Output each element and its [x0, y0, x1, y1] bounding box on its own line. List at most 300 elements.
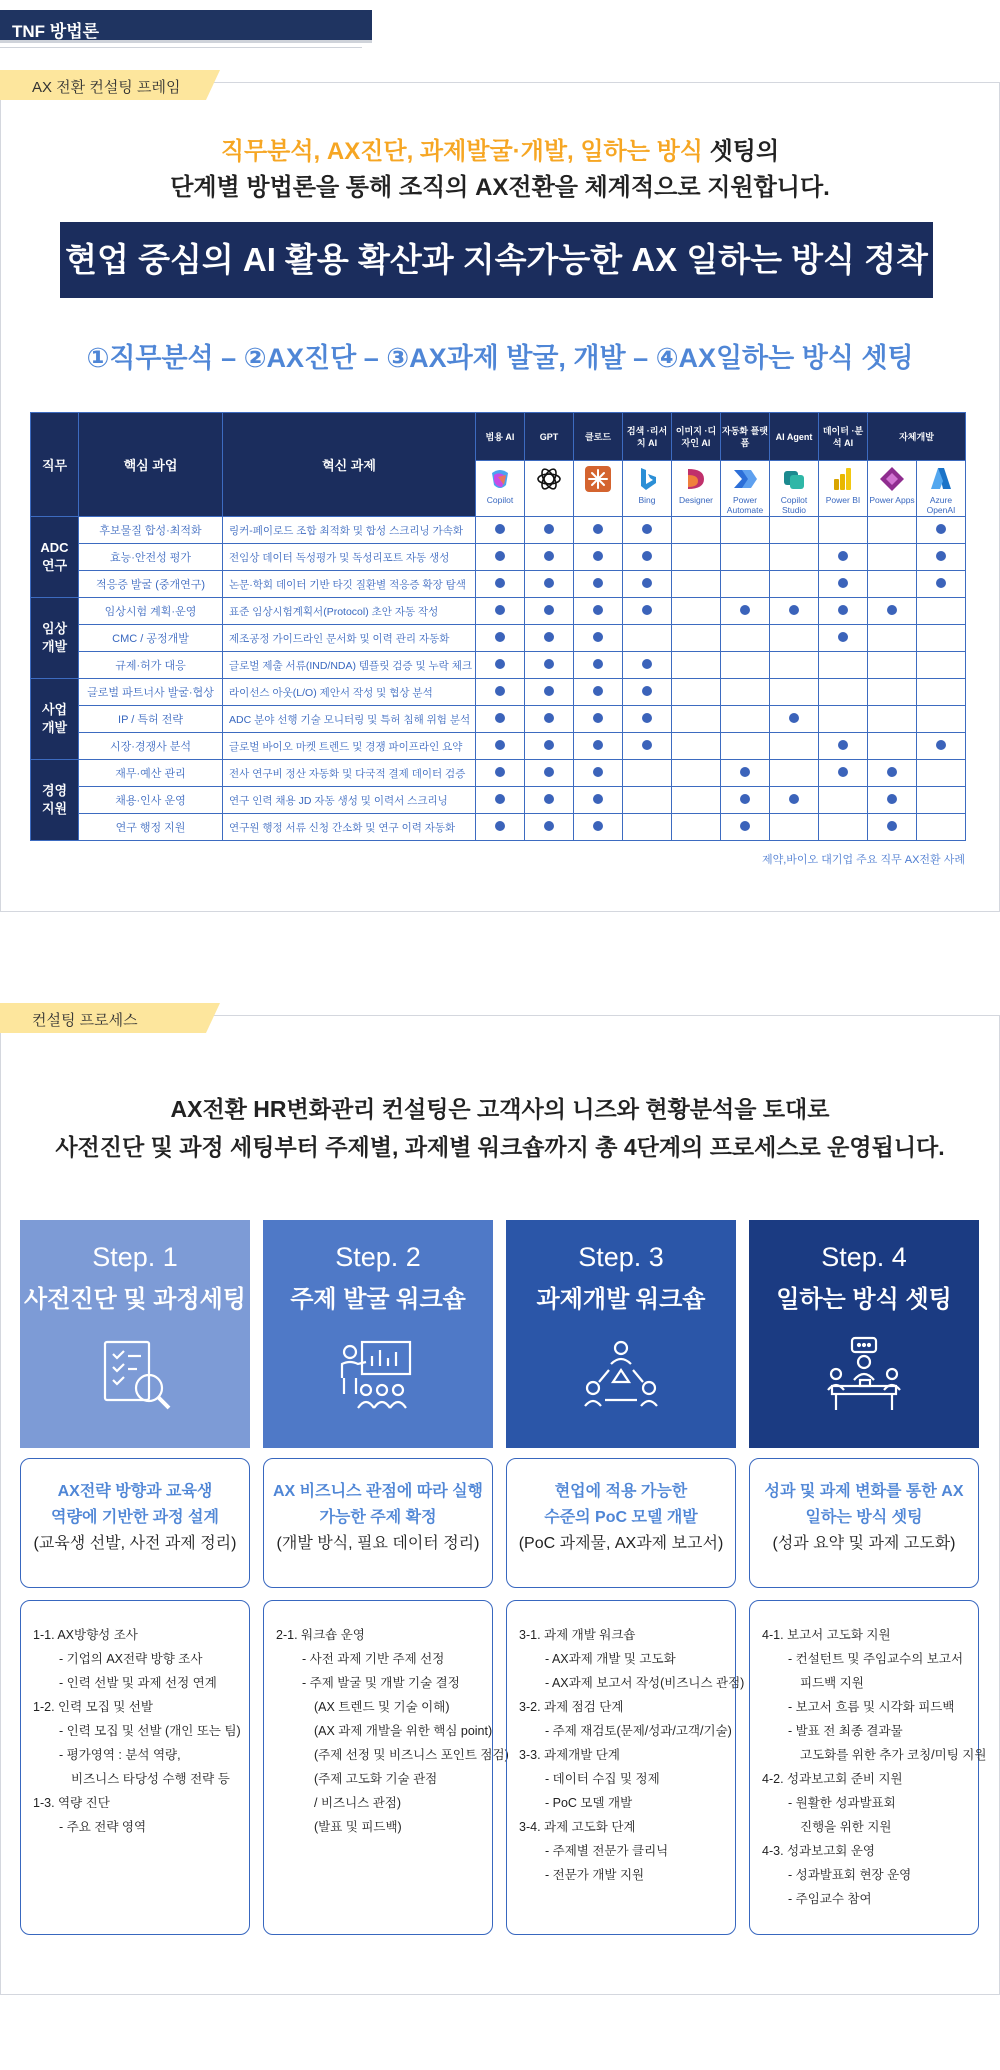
step-number: Step. 1: [92, 1242, 178, 1272]
usage-dot: [642, 524, 652, 534]
matrix-task: 규제·허가 대응: [79, 652, 223, 679]
matrix-mark-cell: [868, 760, 917, 787]
usage-dot: [544, 524, 554, 534]
usage-dot: [495, 605, 505, 615]
matrix-mark-cell: [819, 814, 868, 841]
step-detail-item: 4-1. 보고서 고도화 지원: [762, 1628, 891, 1642]
matrix-row: [31, 571, 966, 598]
matrix-mark-cell: [721, 571, 770, 598]
matrix-mark-cell: [868, 544, 917, 571]
matrix-mark-cell: [672, 625, 721, 652]
matrix-header-tool: AI Agent: [770, 413, 819, 461]
step-description: [263, 1458, 493, 1588]
usage-dot: [593, 740, 603, 750]
usage-dot: [495, 632, 505, 642]
matrix-task: 채용·인사 운영: [79, 787, 223, 814]
matrix-task: CMC / 공정개발: [79, 625, 223, 652]
usage-dot: [838, 605, 848, 615]
step-detail-item: - 인력 모집 및 선발 (개인 또는 팀): [59, 1724, 241, 1738]
matrix-mark-cell: [525, 679, 574, 706]
usage-dot: [642, 686, 652, 696]
step-name: 일하는 방식 셋팅: [776, 1286, 952, 1313]
matrix-mark-cell: [721, 517, 770, 544]
matrix-row: [31, 760, 966, 787]
usage-dot: [642, 740, 652, 750]
step-card: [749, 1220, 979, 1448]
matrix-group-label: 임상 개발: [31, 598, 79, 679]
matrix-task: IP / 특허 전략: [79, 706, 223, 733]
step-detail-list: [263, 1600, 509, 1935]
step-detail-item: - 인력 선발 및 과제 선정 연계: [59, 1676, 217, 1690]
usage-dot: [936, 578, 946, 588]
usage-dot: [740, 794, 750, 804]
checklist-magnifier-icon: [20, 1334, 250, 1423]
copilot-icon: [476, 465, 524, 493]
step-name: 사전진단 및 과정세팅: [24, 1286, 246, 1313]
step-detail-item: (AX 과제 개발을 위한 핵심 point): [314, 1724, 493, 1738]
matrix-mark-cell: [721, 625, 770, 652]
usage-dot: [789, 713, 799, 723]
matrix-body: [31, 517, 966, 841]
matrix-mark-cell: [917, 679, 966, 706]
matrix-row: [31, 652, 966, 679]
step-detail-item: - 기업의 AX전략 방향 조사: [59, 1652, 203, 1666]
usage-dot: [789, 605, 799, 615]
step-description: [749, 1458, 979, 1588]
matrix-mark-cell: [770, 517, 819, 544]
usage-dot: [544, 551, 554, 561]
step-detail-item: - AX과제 보고서 작성(비즈니스 관점): [545, 1676, 745, 1690]
tool-cell: [868, 461, 917, 517]
usage-dot: [642, 713, 652, 723]
step-detail-item: (발표 및 피드백): [314, 1820, 402, 1834]
step-detail-item: (주제 선정 및 비즈니스 포인트 점검): [314, 1748, 509, 1762]
matrix-group-label: 사업 개발: [31, 679, 79, 760]
usage-dot: [593, 767, 603, 777]
matrix-mark-cell: [721, 760, 770, 787]
usage-dot: [838, 767, 848, 777]
step-detail-item: 진행을 위한 지원: [800, 1820, 892, 1834]
matrix-mark-cell: [476, 814, 525, 841]
matrix-group-label: 경영 지원: [31, 760, 79, 841]
step-description-line: 역량에 기반한 과정 설계: [51, 1509, 219, 1526]
usage-dot: [593, 821, 603, 831]
step-detail-item: - 컨설턴트 및 주임교수의 보고서: [788, 1652, 964, 1666]
step-name: 주제 발굴 워크숍: [290, 1286, 466, 1313]
matrix-mark-cell: [623, 787, 672, 814]
matrix-mark-cell: [721, 544, 770, 571]
step-detail-item: 1-3. 역량 진단: [33, 1796, 110, 1810]
usage-dot: [495, 767, 505, 777]
step-detail-list: [506, 1600, 745, 1935]
matrix-mark-cell: [917, 706, 966, 733]
matrix-mark-cell: [770, 814, 819, 841]
tool-label: Power Apps: [869, 495, 915, 505]
matrix-mark-cell: [476, 517, 525, 544]
matrix-innovation: 연구 인력 채용 JD 자동 생성 및 이력서 스크리닝: [223, 787, 476, 814]
step-detail-item: 1-2. 인력 모집 및 선발: [33, 1700, 153, 1714]
usage-dot: [593, 659, 603, 669]
step-detail-item: 비즈니스 타당성 수행 전략 등: [71, 1772, 230, 1786]
matrix-task: 적응증 발굴 (중개연구): [79, 571, 223, 598]
step-detail-item: - 원활한 성과발표회: [788, 1796, 896, 1810]
usage-dot: [544, 794, 554, 804]
matrix-innovation: 글로벌 제출 서류(IND/NDA) 템플릿 검증 및 누락 체크: [223, 652, 476, 679]
matrix-mark-cell: [476, 544, 525, 571]
matrix-task: 글로벌 파트너사 발굴·협상: [79, 679, 223, 706]
matrix-task: 후보물질 합성·최적화: [79, 517, 223, 544]
matrix-mark-cell: [623, 733, 672, 760]
framework-headline-line2: 단계별 방법론을 통해 조직의 AX전환을 체계적으로 지원합니다.: [170, 174, 830, 201]
matrix-task: 재무·예산 관리: [79, 760, 223, 787]
matrix-mark-cell: [672, 760, 721, 787]
usage-dot: [936, 524, 946, 534]
matrix-header-tool: 이미지 ·디자인 AI: [672, 413, 721, 461]
matrix-mark-cell: [525, 706, 574, 733]
usage-dot: [495, 713, 505, 723]
usage-dot: [544, 686, 554, 696]
matrix-mark-cell: [672, 652, 721, 679]
bing-icon: [623, 465, 671, 493]
usage-dot: [544, 821, 554, 831]
framework-headline-line1: [0, 134, 1000, 170]
matrix-innovation: 전임상 데이터 독성평가 및 독성리포트 자동 생성: [223, 544, 476, 571]
tool-label: Bing: [638, 495, 656, 505]
matrix-mark-cell: [623, 814, 672, 841]
step-description-line: 현업에 적용 가능한: [554, 1483, 688, 1500]
matrix-mark-cell: [721, 706, 770, 733]
step-description-line: 가능한 주제 확정: [319, 1509, 437, 1526]
matrix-group-label: ADC 연구: [31, 517, 79, 598]
matrix-mark-cell: [672, 544, 721, 571]
matrix-mark-cell: [525, 598, 574, 625]
matrix-mark-cell: [574, 625, 623, 652]
step-card: [263, 1220, 493, 1448]
matrix-innovation: ADC 분야 선행 기술 모니터링 및 특허 침해 위험 분석: [223, 706, 476, 733]
usage-dot: [495, 686, 505, 696]
step-detail-item: - 전문가 개발 지원: [545, 1868, 645, 1882]
usage-dot: [495, 551, 505, 561]
step-detail-item: - 발표 전 최종 결과물: [788, 1724, 903, 1738]
matrix-header-tool: 데이터 ·분석 AI: [819, 413, 868, 461]
matrix-mark-cell: [721, 652, 770, 679]
matrix-mark-cell: [770, 598, 819, 625]
usage-dot: [593, 794, 603, 804]
framework-headline-highlight: 직무분석, AX진단, 과제발굴·개발, 일하는 방식: [220, 138, 703, 165]
matrix-header-tool: 자동화 플랫폼: [721, 413, 770, 461]
usage-dot: [838, 578, 848, 588]
matrix-row: [31, 517, 966, 544]
matrix-mark-cell: [868, 733, 917, 760]
tool-cell: [819, 461, 868, 517]
tool-cell: [917, 461, 966, 517]
step-description-line: (개발 방식, 필요 데이터 정리): [276, 1535, 480, 1552]
matrix-mark-cell: [770, 760, 819, 787]
matrix-mark-cell: [476, 760, 525, 787]
step-detail-list: [749, 1600, 987, 1935]
step-description-line: AX전략 방향과 교육생: [57, 1483, 213, 1500]
matrix-mark-cell: [476, 625, 525, 652]
matrix-header-tool: GPT: [525, 413, 574, 461]
matrix-header-tool: 클로드: [574, 413, 623, 461]
matrix-mark-cell: [868, 814, 917, 841]
matrix-mark-cell: [819, 652, 868, 679]
process-title-line2: 사전진단 및 과정 세팅부터 주제별, 과제별 워크숍까지 총 4단계의 프로세스로 운영됩니다.: [55, 1134, 945, 1160]
step-detail-item: - 주임교수 참여: [788, 1892, 872, 1906]
step-number: Step. 4: [821, 1242, 907, 1272]
step-card: [20, 1220, 250, 1448]
matrix-mark-cell: [525, 814, 574, 841]
page-header-title: TNF 방법론: [0, 10, 372, 43]
power-automate-icon: [721, 465, 769, 493]
matrix-task: 임상시험 계획·운영: [79, 598, 223, 625]
matrix-mark-cell: [525, 517, 574, 544]
matrix-mark-cell: [525, 652, 574, 679]
matrix-mark-cell: [574, 517, 623, 544]
matrix-mark-cell: [819, 760, 868, 787]
usage-dot: [740, 821, 750, 831]
tool-cell: [574, 461, 623, 517]
matrix-mark-cell: [819, 787, 868, 814]
usage-dot: [887, 605, 897, 615]
step-detail-item: - 주제 재검토(문제/성과/고객/기술): [545, 1724, 732, 1738]
matrix-innovation: 링커-페이로드 조합 최적화 및 합성 스크리닝 가속화: [223, 517, 476, 544]
matrix-mark-cell: [819, 517, 868, 544]
tool-cell: [476, 461, 525, 517]
matrix-mark-cell: [917, 760, 966, 787]
usage-dot: [838, 740, 848, 750]
matrix-mark-cell: [574, 733, 623, 760]
matrix-mark-cell: [525, 787, 574, 814]
matrix-mark-cell: [623, 652, 672, 679]
step-name: 과제개발 워크숍: [536, 1286, 706, 1313]
usage-dot: [642, 551, 652, 561]
claude-icon: [574, 465, 622, 493]
matrix-mark-cell: [574, 652, 623, 679]
matrix-mark-cell: [672, 706, 721, 733]
step-description-line: AX 비즈니스 관점에 따라 실행: [272, 1483, 484, 1500]
step-detail-item: - 주제 발굴 및 개발 기술 결정: [302, 1676, 460, 1690]
usage-dot: [887, 794, 897, 804]
tool-label: Azure OpenAI: [926, 495, 956, 515]
step-description: [20, 1458, 250, 1588]
matrix-mark-cell: [574, 787, 623, 814]
matrix-innovation: 라이선스 아웃(L/O) 제안서 작성 및 협상 분석: [223, 679, 476, 706]
matrix-mark-cell: [868, 652, 917, 679]
step-detail-item: - 사전 과제 기반 주제 선정: [302, 1652, 445, 1666]
matrix-mark-cell: [574, 679, 623, 706]
matrix-mark-cell: [574, 544, 623, 571]
matrix-mark-cell: [770, 571, 819, 598]
matrix-mark-cell: [672, 517, 721, 544]
usage-dot: [642, 578, 652, 588]
matrix-mark-cell: [574, 760, 623, 787]
matrix-mark-cell: [476, 571, 525, 598]
step-detail-item: 3-2. 과제 점검 단계: [519, 1700, 624, 1714]
tool-label: Copilot: [486, 495, 514, 505]
step-detail-item: 4-3. 성과보고회 운영: [762, 1844, 876, 1858]
matrix-mark-cell: [770, 733, 819, 760]
step-detail-item: - AX과제 개발 및 고도화: [545, 1652, 676, 1666]
matrix-mark-cell: [476, 652, 525, 679]
tool-label: Power BI: [825, 495, 861, 505]
matrix-mark-cell: [672, 787, 721, 814]
matrix-header-tool: 검색 ·리서치 AI: [623, 413, 672, 461]
matrix-mark-cell: [770, 652, 819, 679]
matrix-row: [31, 706, 966, 733]
matrix-header-job: 직무: [31, 413, 79, 517]
usage-dot: [495, 524, 505, 534]
matrix-mark-cell: [770, 787, 819, 814]
matrix-mark-cell: [672, 814, 721, 841]
matrix-mark-cell: [917, 544, 966, 571]
usage-dot: [495, 659, 505, 669]
matrix-mark-cell: [672, 571, 721, 598]
matrix-mark-cell: [917, 517, 966, 544]
usage-dot: [593, 605, 603, 615]
step-description-line: (PoC 과제물, AX과제 보고서): [518, 1535, 724, 1552]
matrix-mark-cell: [623, 679, 672, 706]
matrix-mark-cell: [868, 571, 917, 598]
matrix-mark-cell: [525, 544, 574, 571]
matrix-mark-cell: [770, 625, 819, 652]
matrix-header-tool: 범용 AI: [476, 413, 525, 461]
matrix-header-tool: 자체개발: [868, 413, 966, 461]
usage-dot: [544, 740, 554, 750]
matrix-mark-cell: [525, 760, 574, 787]
tool-label: Designer: [678, 495, 714, 505]
matrix-innovation: 제조공정 가이드라인 문서화 및 이력 관리 자동화: [223, 625, 476, 652]
usage-dot: [495, 578, 505, 588]
azure-icon: [917, 465, 965, 493]
matrix-mark-cell: [917, 571, 966, 598]
tool-cell: [770, 461, 819, 517]
tool-label: Power Automate: [726, 495, 764, 515]
matrix-mark-cell: [623, 760, 672, 787]
usage-dot: [495, 821, 505, 831]
matrix-caption: 제약,바이오 대기업 주요 직무 AX전환 사례: [761, 854, 965, 866]
matrix-header-innovation: 혁신 과제: [223, 413, 476, 517]
matrix-mark-cell: [525, 625, 574, 652]
usage-dot: [495, 740, 505, 750]
matrix-row: [31, 787, 966, 814]
matrix-mark-cell: [476, 787, 525, 814]
framework-steps-line: ①직무분석 – ②AX진단 – ③AX과제 발굴, 개발 – ④AX일하는 방식 셋팅: [86, 343, 914, 373]
step-detail-item: 고도화를 위한 추가 코칭/미팅 지원: [800, 1748, 987, 1762]
tool-cell: [672, 461, 721, 517]
step-description-line: 성과 및 과제 변화를 통한 AX: [764, 1483, 964, 1500]
step-description-line: 일하는 방식 셋팅: [805, 1509, 923, 1526]
matrix-mark-cell: [574, 598, 623, 625]
usage-dot: [544, 605, 554, 615]
matrix-mark-cell: [525, 571, 574, 598]
usage-dot: [593, 713, 603, 723]
openai-icon: [525, 465, 573, 493]
consulting-process-label: 컨설팅 프로세스: [0, 1003, 206, 1033]
matrix-mark-cell: [819, 571, 868, 598]
matrix-mark-cell: [868, 517, 917, 544]
matrix-row: [31, 598, 966, 625]
tool-label: Copilot Studio: [780, 495, 808, 515]
usage-dot: [936, 740, 946, 750]
step-detail-item: 4-2. 성과보고회 준비 지원: [762, 1772, 903, 1786]
matrix-mark-cell: [917, 814, 966, 841]
usage-dot: [544, 659, 554, 669]
ax-transformation-matrix: [30, 412, 966, 841]
matrix-mark-cell: [819, 706, 868, 733]
matrix-mark-cell: [819, 679, 868, 706]
usage-dot: [740, 605, 750, 615]
matrix-mark-cell: [574, 814, 623, 841]
matrix-mark-cell: [770, 679, 819, 706]
step-detail-list: [20, 1600, 250, 1935]
step-card: [506, 1220, 736, 1448]
step-detail-item: 2-1. 워크숍 운영: [276, 1628, 365, 1642]
matrix-row: [31, 544, 966, 571]
matrix-mark-cell: [623, 598, 672, 625]
matrix-innovation: 글로벌 바이오 마켓 트렌드 및 경쟁 파이프라인 요약: [223, 733, 476, 760]
step-number: Step. 2: [335, 1242, 421, 1272]
matrix-mark-cell: [917, 625, 966, 652]
matrix-mark-cell: [917, 787, 966, 814]
usage-dot: [495, 794, 505, 804]
step-description: [506, 1458, 736, 1588]
usage-dot: [593, 632, 603, 642]
matrix-mark-cell: [623, 625, 672, 652]
matrix-mark-cell: [917, 598, 966, 625]
power-apps-icon: [868, 465, 916, 493]
matrix-mark-cell: [623, 517, 672, 544]
step-number: Step. 3: [578, 1242, 664, 1272]
matrix-mark-cell: [623, 706, 672, 733]
matrix-header-task: 핵심 과업: [79, 413, 223, 517]
matrix-innovation: 표준 임상시험계획서(Protocol) 초안 자동 작성: [223, 598, 476, 625]
matrix-mark-cell: [672, 679, 721, 706]
matrix-mark-cell: [476, 706, 525, 733]
usage-dot: [887, 767, 897, 777]
ax-framework-label: AX 전환 컨설팅 프레임: [0, 70, 206, 100]
step-detail-item: - 평가영역 : 분석 역량,: [59, 1748, 181, 1762]
matrix-task: 시장·경쟁사 분석: [79, 733, 223, 760]
matrix-row: [31, 733, 966, 760]
step-detail-item: - 보고서 흐름 및 시각화 피드백: [788, 1700, 955, 1714]
matrix-mark-cell: [476, 598, 525, 625]
matrix-innovation: 연구원 행정 서류 신청 간소화 및 연구 이력 자동화: [223, 814, 476, 841]
designer-icon: [672, 465, 720, 493]
matrix-row: [31, 679, 966, 706]
matrix-row: [31, 814, 966, 841]
usage-dot: [544, 767, 554, 777]
matrix-mark-cell: [623, 544, 672, 571]
step-description-line: (성과 요약 및 과제 고도화): [772, 1535, 956, 1552]
usage-dot: [593, 578, 603, 588]
matrix-mark-cell: [672, 598, 721, 625]
usage-dot: [544, 713, 554, 723]
step-detail-item: - 데이터 수집 및 정제: [545, 1772, 660, 1786]
matrix-innovation: 전사 연구비 정산 자동화 및 다국적 결제 데이터 검증: [223, 760, 476, 787]
matrix-mark-cell: [623, 571, 672, 598]
usage-dot: [593, 551, 603, 561]
meeting-icon: [749, 1334, 979, 1423]
matrix-mark-cell: [770, 706, 819, 733]
power-bi-icon: [819, 465, 867, 493]
matrix-task: 연구 행정 지원: [79, 814, 223, 841]
matrix-mark-cell: [868, 625, 917, 652]
matrix-mark-cell: [868, 787, 917, 814]
usage-dot: [740, 767, 750, 777]
usage-dot: [593, 686, 603, 696]
matrix-mark-cell: [770, 544, 819, 571]
